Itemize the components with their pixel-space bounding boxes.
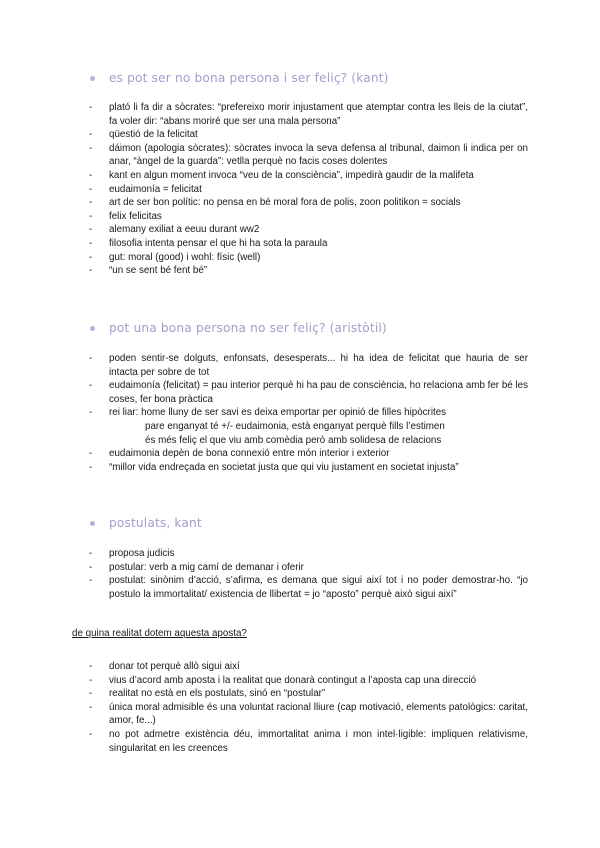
list-item: - qüestió de la felicitat [89,129,198,141]
list-item: - gut: moral (good) i wohl: físic (well) [89,251,261,263]
list-item: - felix felicitas [89,210,162,222]
list-item: - rei liar: home lluny de ser savi es deixa emportar per opinió de filles hipòcrites [89,407,447,419]
list-item: - plató li fa dir a sòcrates: “prefereixo morir injustament que atemptar contra les lleis de la ciutat”, fa voler dir: “abans moriré que ser una mala persona” [89,102,528,127]
question-heading: de quina realitat dotem aquesta aposta? [72,628,247,639]
section-2-list [0,352,600,474]
section-heading-kant-happiness [90,68,389,88]
list-item: - eudaimonía (felicitat) = pau interior perquè hi ha pau de consciència, ho relaciona amb fer bé les coses, fer bona pràctica [89,380,528,405]
section-heading-text: postulats, kant [109,516,202,530]
list-item: - art de ser bon polític: no pensa en bé moral fora de polis, zoon politikon = socials [89,197,461,209]
bullet-dot-icon [90,76,95,81]
list-item: - postulat: sinònim d’acció, s’afirma, es demana que sigui així tot i no poder demostrar-ho. “jo postulo la immortalitat/ existencia de llibertat = jo “aposto” perquè això sigui així” [89,575,528,600]
bullet-dot-icon [90,521,95,526]
list-item: - proposa judicis [89,548,175,559]
list-item: - no pot admetre existència déu, immortalitat anima i mon intel·ligible: impliquen relativisme, singularitat en les creences [89,728,528,754]
section-heading-postulates [90,513,202,533]
list-item: - filosofia intenta pensar el que hi ha sota la paraula [89,237,328,249]
list-item: - eudaimonía = felicitat [89,183,202,195]
list-item: - realitat no està en els postulats, sinó en “postular” [89,688,326,700]
list-item: - “millor vida endreçada en societat justa que qui viu justament en societat injusta” [89,461,459,473]
section-heading-text: es pot ser no bona persona i ser feliç? (kant) [109,71,389,85]
question-list [0,660,600,755]
list-item: - postular: verb a mig camí de demanar i oferir [89,561,304,573]
list-item: - donar tot perquè allò sigui així [89,661,240,672]
list-item-continuation: és més feliç el que viu amb comèdia però amb solidesa de relacions [145,434,442,446]
list-item: - poden sentir-se dolguts, enfonsats, desesperats... hi ha idea de felicitat que hauria de ser intacta per sobre de tot [89,353,528,378]
list-item: - kant en algun moment invoca “veu de la consciència”, impedirà gaudir de la malifeta [89,169,474,181]
bullet-dot-icon [90,326,95,331]
list-item: - única moral admisible és una voluntat racional lliure (cap motivació, elements patològics: caritat, amor, fe...) [89,701,528,727]
section-3-list [0,547,600,601]
section-heading-aristotle-happiness [90,318,387,338]
section-heading-text: pot una bona persona no ser feliç? (aristòtil) [109,321,387,335]
list-item: - dáimon (apologia sòcrates): sòcrates invoca la seva defensa al tribunal, daimon li indica per on anar, “àngel de la guarda”: vetlla perquè no facis coses dolentes [89,142,528,168]
section-1-list [0,101,600,278]
list-item: - “un se sent bé fent bé” [89,265,208,277]
list-item-continuation: pare enganyat té +/- eudaimonia, està enganyat perquè fills l’estimen [145,420,445,432]
list-item: - eudaimonia depèn de bona connexió entre món interior i exterior [89,448,390,460]
list-item: - alemany exiliat a eeuu durant ww2 [89,224,260,236]
list-item: - vius d’acord amb aposta i la realitat que donarà contingut a l’aposta cap una direcció [89,674,477,686]
